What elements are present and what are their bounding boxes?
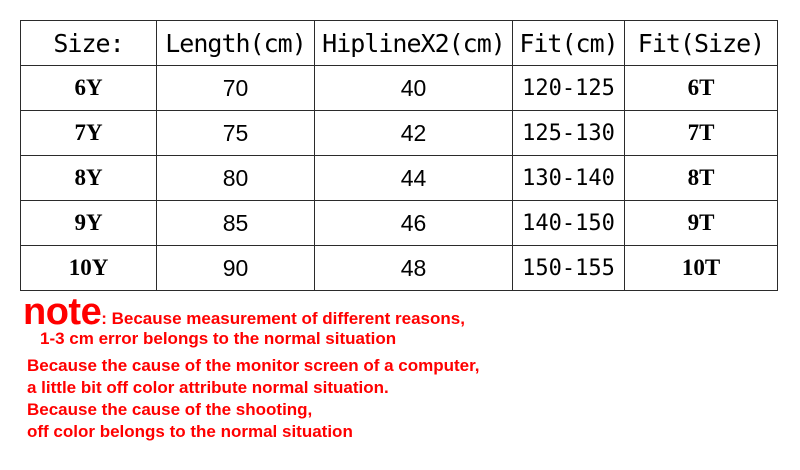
table-header-row bbox=[21, 21, 778, 66]
table-row bbox=[21, 111, 778, 156]
header-fit-size: Fit(Size) bbox=[625, 21, 778, 66]
table-row bbox=[21, 156, 778, 201]
cell-length: 90 bbox=[157, 246, 315, 291]
cell-length: 70 bbox=[157, 66, 315, 111]
note-second-line: 1-3 cm error belongs to the normal situation bbox=[40, 329, 397, 348]
header-size: Size: bbox=[21, 21, 157, 66]
cell-fit-cm: 150-155 bbox=[513, 246, 625, 291]
cell-length: 75 bbox=[157, 111, 315, 156]
cell-hipline: 44 bbox=[315, 156, 513, 201]
cell-size: 6Y bbox=[21, 66, 157, 111]
cell-fit-size: 7T bbox=[625, 111, 778, 156]
cell-length: 85 bbox=[157, 201, 315, 246]
cell-hipline: 46 bbox=[315, 201, 513, 246]
note-disclaimer-line: off color belongs to the normal situation bbox=[27, 422, 353, 441]
cell-size: 10Y bbox=[21, 246, 157, 291]
cell-fit-cm: 120-125 bbox=[513, 66, 625, 111]
cell-fit-cm: 130-140 bbox=[513, 156, 625, 201]
cell-hipline: 42 bbox=[315, 111, 513, 156]
cell-hipline: 40 bbox=[315, 66, 513, 111]
cell-fit-size: 8T bbox=[625, 156, 778, 201]
table-row bbox=[21, 201, 778, 246]
cell-size: 7Y bbox=[21, 111, 157, 156]
cell-fit-size: 9T bbox=[625, 201, 778, 246]
size-chart-table bbox=[20, 20, 778, 291]
cell-size: 8Y bbox=[21, 156, 157, 201]
cell-hipline: 48 bbox=[315, 246, 513, 291]
note-disclaimer-line: Because the cause of the monitor screen of a computer, bbox=[27, 356, 480, 375]
cell-size: 9Y bbox=[21, 201, 157, 246]
table-row bbox=[21, 246, 778, 291]
cell-fit-size: 10T bbox=[625, 246, 778, 291]
note-disclaimer-block bbox=[23, 355, 783, 443]
note-first-text: : Because measurement of different reasons, bbox=[101, 309, 465, 328]
header-length: Length(cm) bbox=[157, 21, 315, 66]
note-heading: note bbox=[23, 291, 102, 333]
note-first-line bbox=[23, 292, 783, 332]
header-fit-cm: Fit(cm) bbox=[513, 21, 625, 66]
header-hipline: HiplineX2(cm) bbox=[315, 21, 513, 66]
note-disclaimer-line: Because the cause of the shooting, bbox=[27, 400, 313, 419]
note-section bbox=[23, 292, 783, 443]
note-disclaimer-line: a little bit off color attribute normal situation. bbox=[27, 378, 389, 397]
cell-fit-cm: 125-130 bbox=[513, 111, 625, 156]
cell-length: 80 bbox=[157, 156, 315, 201]
cell-fit-size: 6T bbox=[625, 66, 778, 111]
table-row bbox=[21, 66, 778, 111]
cell-fit-cm: 140-150 bbox=[513, 201, 625, 246]
